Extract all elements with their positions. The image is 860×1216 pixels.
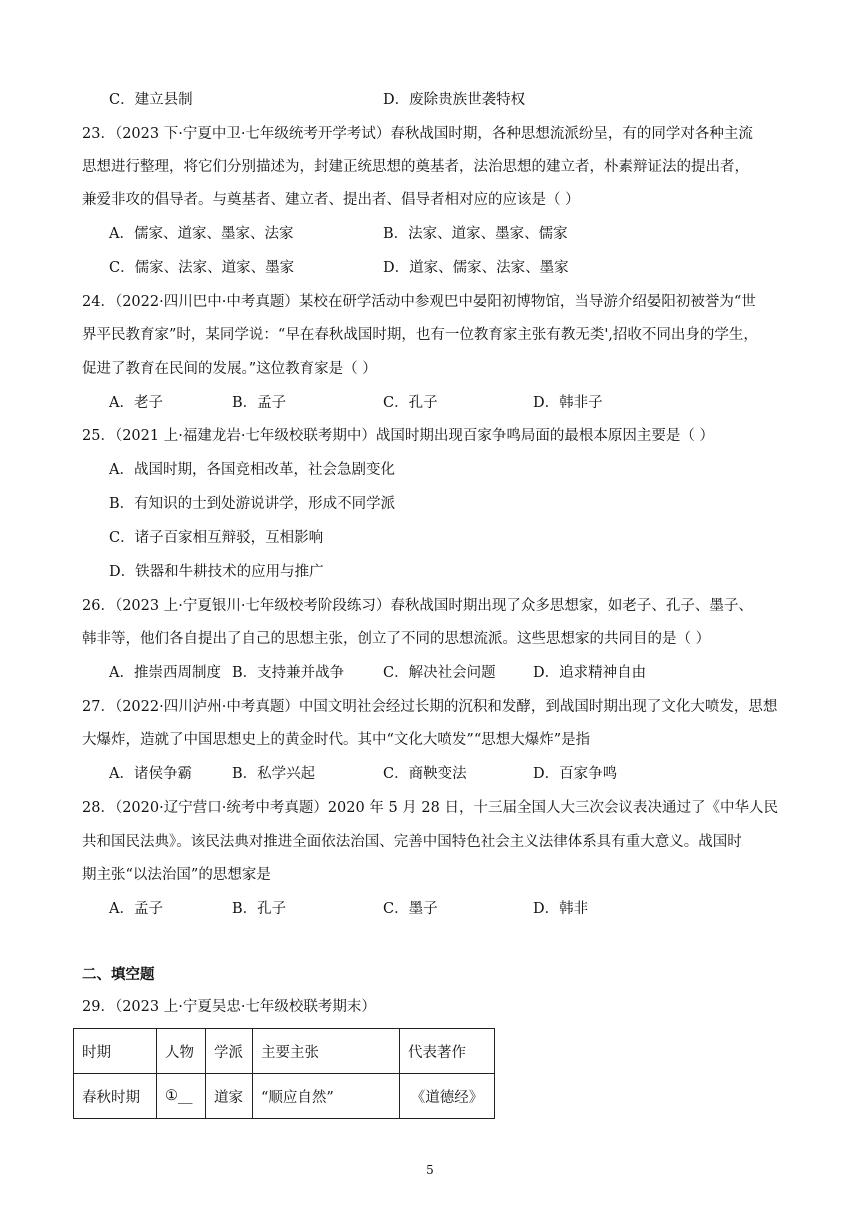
q25-option-b: B．有知识的士到处游说讲学，形成不同学派: [109, 496, 396, 512]
q28-option-a: A．孟子: [109, 901, 163, 917]
q23-stem-line-3: 兼爱非攻的倡导者。与奠基者、建立者、提出者、倡导者相对应的应该是（ ）: [82, 192, 580, 208]
section-heading-fill-in: 二、填空题: [82, 966, 155, 983]
table-cell-blank: ①__: [157, 1074, 206, 1119]
q26-option-c: C．解决社会问题: [383, 665, 496, 681]
q25-option-c: C．诸子百家相互辩驳，互相影响: [109, 530, 324, 546]
q24-option-a: A．老子: [109, 395, 163, 411]
table-header-cell: 学派: [206, 1029, 253, 1074]
q28-option-c: C．墨子: [383, 901, 438, 917]
q24-option-b: B．孟子: [232, 395, 287, 411]
q27-stem-line-1: 27．（2022·四川泸州·中考真题）中国文明社会经过长期的沉积和发酵，到战国时期出现了文化大喷发，思想: [82, 699, 778, 715]
table-header-cell: 代表著作: [400, 1029, 495, 1074]
q23-option-a: A．儒家、道家、墨家、法家: [109, 226, 294, 242]
q25-option-a: A．战国时期，各国竞相改革，社会急剧变化: [109, 462, 395, 478]
q23-option-c: C．儒家、法家、道家、墨家: [109, 260, 295, 276]
q23-stem-line-1: 23．（2023 下·宁夏中卫·七年级统考开学考试）春秋战国时期，各种思想流派纷呈，有的同学对各种主流: [82, 126, 753, 142]
q26-stem-line-2: 韩非等，他们各自提出了自己的思想主张，创立了不同的思想流派。这些思想家的共同目的是（ ）: [82, 631, 711, 647]
table-header-cell: 人物: [157, 1029, 206, 1074]
q27-stem-line-2: 大爆炸，造就了中国思想史上的黄金时代。其中“文化大喷发”“思想大爆炸”是指: [82, 732, 591, 748]
table-cell: 春秋时期: [74, 1074, 157, 1119]
q24-stem-line-1: 24．（2022·四川巴中·中考真题）某校在研学活动中参观巴中晏阳初博物馆，当导游介绍晏阳初被誉为“世: [82, 294, 756, 310]
q27-option-b: B．私学兴起: [232, 766, 316, 782]
q24-option-d: D．韩非子: [533, 395, 603, 411]
table-cell: “顺应自然”: [253, 1074, 400, 1119]
q25-stem-line-1: 25．（2021 上·福建龙岩·七年级校联考期中）战国时期出现百家争鸣局面的最根本原因主要是（ ）: [82, 428, 715, 444]
q26-option-d: D．追求精神自由: [533, 665, 647, 681]
q22-option-d: D．废除贵族世袭特权: [383, 92, 526, 108]
q22-option-c: C．建立县制: [109, 92, 193, 108]
table-cell: 《道德经》: [400, 1074, 495, 1119]
q28-option-b: B．孔子: [232, 901, 287, 917]
q27-option-c: C．商鞅变法: [383, 766, 467, 782]
table-cell: 道家: [206, 1074, 253, 1119]
q23-stem-line-2: 思想进行整理，将它们分别描述为，封建正统思想的奠基者，法治思想的建立者，朴素辩证法的提出者，: [82, 159, 749, 175]
q28-stem-line-1: 28．（2020·辽宁营口·统考中考真题）2020 年 5 月 28 日，十三届全国人大三次会议表决通过了《中华人民: [82, 800, 778, 816]
q26-stem-line-1: 26．（2023 上·宁夏银川·七年级校考阶段练习）春秋战国时期出现了众多思想家，如老子、孔子、墨子、: [82, 598, 753, 614]
q24-option-c: C．孔子: [383, 395, 438, 411]
q23-option-b: B．法家、道家、墨家、儒家: [383, 226, 568, 242]
q23-option-d: D．道家、儒家、法家、墨家: [383, 260, 569, 276]
table-header-cell: 主要主张: [253, 1029, 400, 1074]
q28-stem-line-2: 共和国民法典》。该民法典对推进全面依法治国、完善中国特色社会主义法律体系具有重大意义。战国时: [82, 834, 742, 850]
q26-option-a: A．推崇西周制度: [109, 665, 221, 681]
q26-option-b: B．支持兼并战争: [232, 665, 345, 681]
q28-option-d: D．韩非: [533, 901, 589, 917]
q24-stem-line-3: 促进了教育在民间的发展。”这位教育家是（ ）: [82, 361, 377, 377]
q28-stem-line-3: 期主张“以法治国”的思想家是: [82, 867, 271, 883]
table-row: [74, 1074, 495, 1119]
q29-table: [73, 1028, 495, 1119]
table-header-cell: 时期: [74, 1029, 157, 1074]
q29-stem-line-1: 29．（2023 上·宁夏吴忠·七年级校联考期末）: [82, 999, 376, 1015]
q27-option-d: D．百家争鸣: [533, 766, 618, 782]
table-header-row: [74, 1029, 495, 1074]
q27-option-a: A．诸侯争霸: [109, 766, 192, 782]
q25-option-d: D．铁器和牛耕技术的应用与推广: [109, 564, 324, 580]
page-number: 5: [426, 1163, 434, 1177]
q24-stem-line-2: 界平民教育家”时，某同学说：“早在春秋战国时期，也有一位教育家主张有教无类',招收不同出身的学生，: [82, 327, 758, 343]
